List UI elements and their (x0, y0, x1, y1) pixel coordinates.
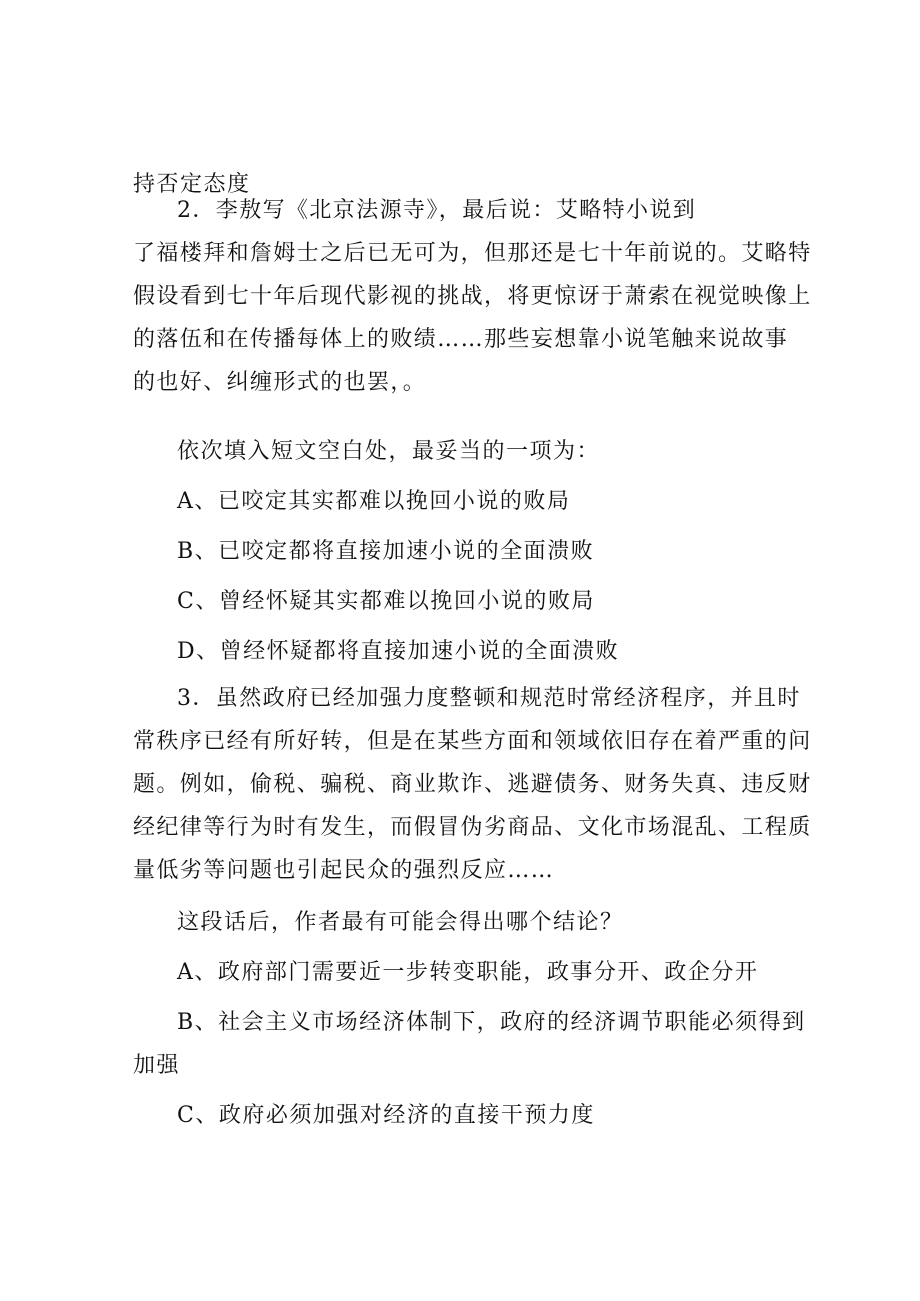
question-3-prompt: 这段话后，作者最有可能会得出哪个结论？ (177, 910, 624, 935)
continuation-text: 持否定态度 (133, 172, 251, 197)
question-3-option-b-continued: 加强 (133, 1053, 181, 1078)
question-2-line-4: 的落伍和在传播每体上的败绩……那些妄想靠小说笔触来说故事 (133, 327, 789, 352)
question-2-prompt: 依次填入短文空白处，最妥当的一项为： (177, 439, 601, 464)
question-2-option-b: B、已咬定都将直接加速小说的全面溃败 (177, 539, 595, 564)
question-3-line-1: 3．虽然政府已经加强力度整顿和规范时常经济程序，并且时 (177, 686, 801, 711)
question-3-line-3: 题。例如，偷税、骗税、商业欺诈、逃避债务、财务失真、违反财 (133, 772, 812, 797)
question-2-option-a: A、已咬定其实都难以挽回小说的败局 (177, 489, 571, 514)
question-2-option-c: C、曾经怀疑其实都难以挽回小说的败局 (177, 589, 595, 614)
question-3-line-2: 常秩序已经有所好转，但是在某些方面和领域依旧存在着严重的问 (133, 729, 812, 754)
question-2-line-1: 2．李敖写《北京法源寺》，最后说：艾略特小说到 (177, 198, 697, 223)
question-3-option-b: B、社会主义市场经济体制下，政府的经济调节职能必须得到 (177, 1010, 806, 1035)
question-3-option-c: C、政府必须加强对经济的直接干预力度 (177, 1103, 595, 1128)
question-2-stem (133, 189, 812, 404)
question-2-line-5: 的也好、纠缠形式的也罢，。 (133, 370, 427, 395)
question-2-line-2: 了福楼拜和詹姆士之后已无可为，但那还是七十年前说的。艾略特 (133, 241, 812, 266)
question-2-line-3: 假设看到七十年后现代影视的挑战，将更惊讶于萧索在视觉映像上 (133, 284, 812, 309)
question-2-option-d: D、曾经怀疑都将直接加速小说的全面溃败 (177, 639, 620, 664)
question-3-line-5: 量低劣等问题也引起民众的强烈反应…… (133, 858, 555, 883)
question-3-line-4: 经纪律等行为时有发生，而假冒伪劣商品、文化市场混乱、工程质 (133, 815, 812, 840)
question-3-stem (133, 677, 812, 892)
question-3-option-a: A、政府部门需要近一步转变职能，政事分开、政企分开 (177, 960, 759, 985)
